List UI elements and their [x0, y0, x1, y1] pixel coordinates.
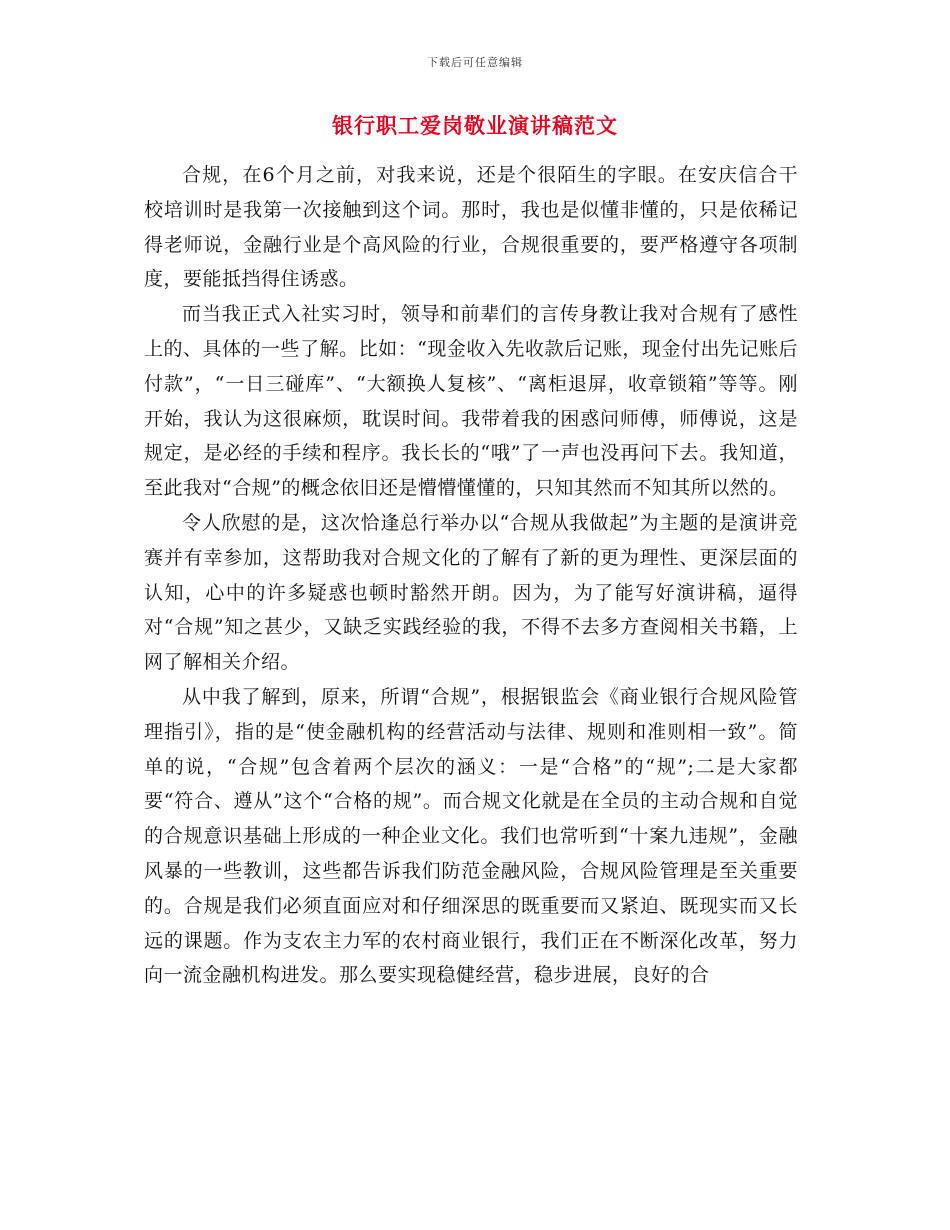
document-title: 银行职工爱岗敬业演讲稿范文	[332, 113, 618, 138]
paragraph-1: 合规，在6个月之前，对我来说，还是个很陌生的字眼。在安庆信合干校培训时是我第一次接触到这个词。那时，我也是似懂非懂的，只是依稀记得老师说，金融行业是个高风险的行业，合规很重要的，要严格遵守各项制度，要能抵挡得住诱惑。	[144, 164, 798, 291]
paragraph-2: 而当我正式入社实习时，领导和前辈们的言传身教让我对合规有了感性上的、具体的一些了解。比如：“现金收入先收款后记账，现金付出先记账后付款”，“一日三碰库”、“大额换人复核”、“离柜退屏，收章锁箱”等等。刚开始，我认为这很麻烦，耽误时间。我带着我的困惑问师傅，师傅说，这是规定，是必经的手续和程序。我长长的“哦”了一声也没再问下去。我知道，至此我对“合规”的概念依旧还是懵懵懂懂的，只知其然而不知其所以然的。	[144, 303, 798, 500]
paragraph-3: 令人欣慰的是，这次恰逢总行举办以“合规从我做起”为主题的是演讲竞赛并有幸参加，这帮助我对合规文化的了解有了新的更为理性、更深层面的认知，心中的许多疑惑也顿时豁然开朗。因为，为了能写好演讲稿，逼得对“合规”知之甚少，又缺乏实践经验的我，不得不去多方查阅相关书籍，上网了解相关介绍。	[144, 511, 798, 674]
document-body	[144, 158, 798, 993]
header-note: 下载后可任意编辑	[427, 56, 523, 69]
paragraph-4: 从中我了解到，原来，所谓“合规”，根据银监会《商业银行合规风险管理指引》，指的是“使金融机构的经营活动与法律、规则和准则相一致”。简单的说，“合规”包含着两个层次的涵义：一是“合格”的“规”;二是大家都要“符合、遵从”这个“合格的规”。而合规文化就是在全员的主动合规和自觉的合规意识基础上形成的一种企业文化。我们也常听到“十案九违规”，金融风暴的一些教训，这些都告诉我们防范金融风险，合规风险管理是至关重要的。合规是我们必须直面应对和仔细深思的既重要而又紧迫、既现实而又长远的课题。作为支农主力军的农村商业银行，我们正在不断深化改革，努力向一流金融机构进发。那么要实现稳健经营，稳步进展，良好的合	[144, 685, 798, 987]
